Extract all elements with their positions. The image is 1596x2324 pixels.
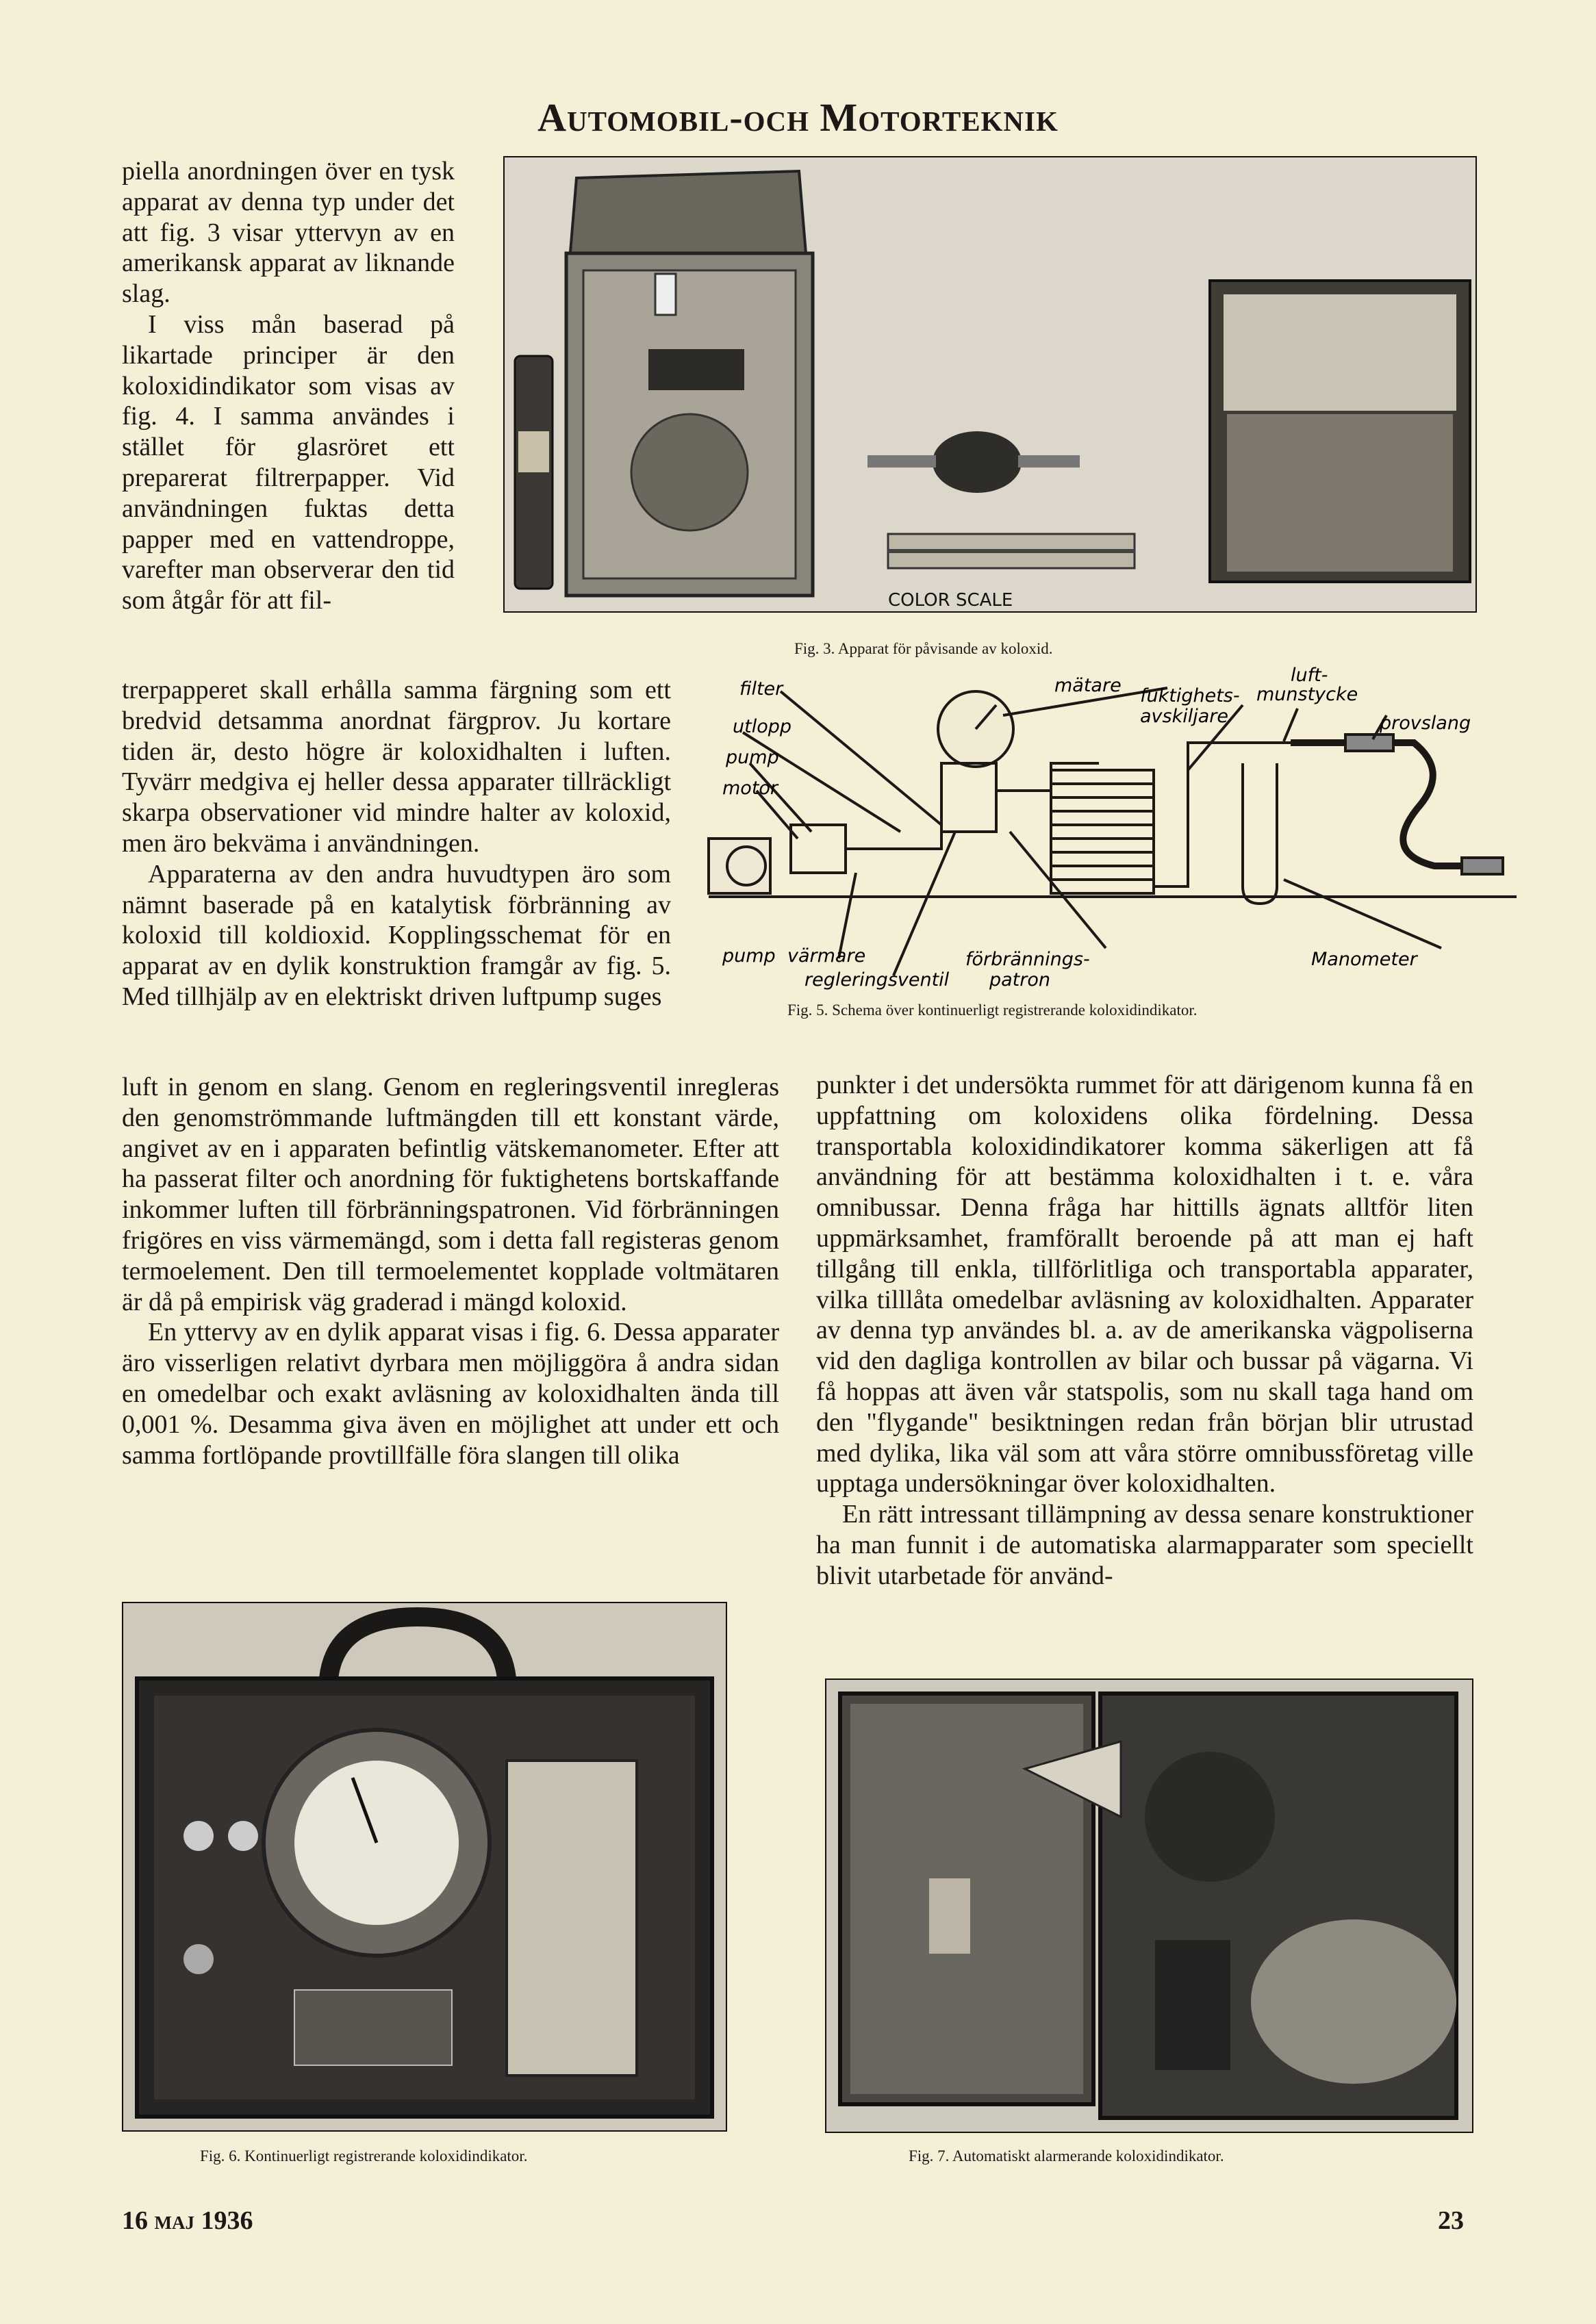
fig7-photo [825,1678,1473,2133]
right-column [816,1070,1473,1592]
label-provslang: provslang [1380,713,1471,734]
page-number: 23 [1438,2206,1464,2235]
fig3-photo [503,156,1477,613]
footer-date: 16 maj 1936 [122,2206,253,2235]
label-avskiljare: avskiljare [1140,706,1228,727]
fig5-diagram [695,654,1585,996]
paragraph: En yttervy av en dylik apparat visas i fig. 6. Dessa apparater äro visserligen relativt dyrbara men möjliggöra å andra sidan en omedelbar och exakt avläsning av koloxidhalten ända till 0,001 %. Desamma giva även en möjlighet att under ett och samma fortlöpande provtillfälle föra slangen till olika [122,1318,779,1470]
label-utlopp: utlopp [733,716,791,737]
color-scale-label: COLOR SCALE [888,590,1013,611]
label-filter: filter [739,678,783,700]
fig5-schematic [695,654,1585,996]
label-luft: luft- [1291,665,1328,686]
fig7-caption: Fig. 7. Automatiskt alarmerande koloxidindikator. [909,2147,1224,2165]
paragraph: luft in genom en slang. Genom en regleringsventil inregleras den genomströmmande luftmängden till ett konstant värde, angivet av en i apparaten befintlig vätskemanometer. Efter att ha passerat filter och anordning för fuktighetens bortskaffande inkommer luften till förbränningspatronen. Vid förbränningen frigöres en viss värmemängd, som i detta fall registeras genom termoelement. Den till termoelementet kopplade voltmätaren är då på empirisk väg graderad i mängd koloxid. [122,1073,779,1316]
label-pump-bottom: pump [722,945,776,967]
paragraph: Apparaterna av den andra huvudtypen äro som nämnt baserade på en katalytisk förbränning av koloxid till koldioxid. Kopplingsschemat för en apparat av en dylik konstruktion framgår av fig. 5. Med tillhjälp av en elektriskt driven luftpump suges [122,859,671,1011]
label-forbrannings: förbrännings- [965,949,1090,970]
label-manometer: Manometer [1311,949,1417,970]
paragraph: piella anordningen över en tysk apparat av denna typ under det att fig. 3 visar yttervyn av en amerikansk apparat av liknande slag. [122,157,455,309]
left-column-full [122,1072,779,1470]
label-fuktighets: fuktighets- [1140,685,1240,706]
paragraph: En rätt intressant tillämpning av dessa senare konstruktioner ha man funnit i de automatiska alarmapparater som speciellt blivit utarbetade för använd- [816,1500,1473,1590]
fig6-caption: Fig. 6. Kontinuerligt registrerande koloxidindikator. [200,2147,528,2165]
left-column-wide [122,675,671,1012]
fig6-photo [122,1602,727,2132]
paragraph: punkter i det undersökta rummet för att därigenom kunna få en uppfattning om koloxidens olika fördelning. Dessa transportabla koloxidindikatorer komma säkerligen att få användning för att bestämma koloxidhalten i t. e. våra omnibussar. Denna fråga har hittills ägnats alltför liten uppmärksamhet, framförallt beroende på att man ej haft tillgång till enkla, tillförlitliga och transportabla apparater, vilka tilllåta omedelbar avläsning av koloxidhalten. Apparater av denna typ användes bl. a. av de amerikanska vägpoliserna vid den dagliga kontrollen av bilar och bussar på vägarna. Vi få hoppas att även vår statspolis, som nu skall taga hand om den "flygande" besiktningen redan från början blir utrustad med dylika, lika väl som att våra större omnibussföretag ville upptaga undersökningar över koloxidhalten. [816,1071,1473,1498]
fig6-illustration [123,1603,726,2130]
paragraph: I viss mån baserad på likartade principer är den koloxidindikator som visas av fig. 4. I samma användes i stället för glasröret ett preparerat filtrerpapper. Vid användningen fuktas detta papper med en vattendroppe, varefter man observerar den tid som åtgår för att fil- [122,309,455,615]
label-matare: mätare [1054,675,1122,696]
fig7-illustration [826,1680,1472,2132]
label-varmare: värmare [787,945,866,967]
left-column-narrow [122,156,455,616]
label-pump: pump [726,747,779,768]
label-regleringsventil: regleringsventil [805,969,950,991]
page-header: Automobil-och Motorteknik [537,95,1059,140]
fig5-caption: Fig. 5. Schema över kontinuerligt registrerande koloxidindikator. [787,1001,1198,1019]
fig3-illustration [505,157,1475,611]
paragraph: trerpapperet skall erhålla samma färgning som ett bredvid detsamma anordnat färgprov. Ju kortare tiden är, desto högre är koloxidhalten i luften. Tyvärr medgiva ej heller dessa apparater tillräckligt skarpa observationer vid mindre halter av koloxid, men äro bekväma i användningen. [122,676,671,858]
fig3-caption: Fig. 3. Apparat för påvisande av koloxid. [794,640,1053,657]
label-patron: patron [989,969,1051,991]
label-munstycke: munstycke [1256,684,1358,705]
label-motor: motor [722,778,778,799]
